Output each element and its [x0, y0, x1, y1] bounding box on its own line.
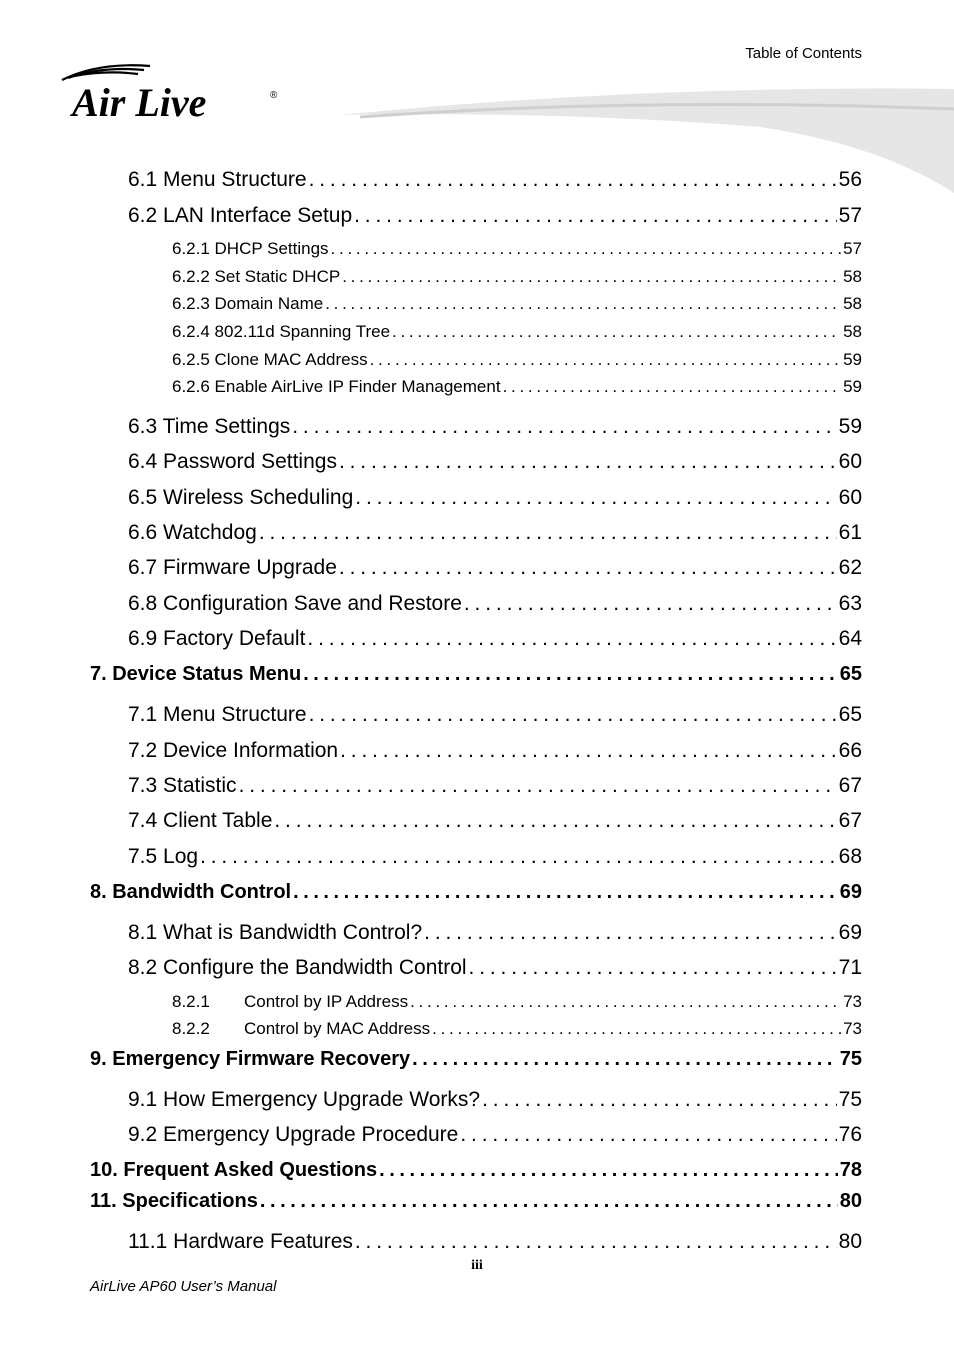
toc-entry[interactable] — [172, 1019, 862, 1039]
toc-chapter[interactable] — [90, 663, 862, 686]
toc-entry-page: 75 — [839, 1048, 862, 1070]
toc-entry-title: 6.2.3 Domain Name — [172, 294, 324, 313]
toc-entry-title: 6.2.4 802.11d Spanning Tree — [172, 322, 391, 341]
toc-entry[interactable] — [172, 239, 862, 259]
toc-chapter[interactable] — [90, 1048, 862, 1071]
toc-entry[interactable] — [128, 415, 862, 439]
toc-entry-title: Control by IP Address — [244, 992, 409, 1011]
toc-entry-title: 11. Specifications — [90, 1190, 258, 1212]
toc-entry-page: 78 — [839, 1159, 862, 1181]
toc-entry[interactable] — [128, 921, 862, 945]
toc-entry-title: 6.2.5 Clone MAC Address — [172, 350, 368, 369]
toc-entry-page: 60 — [838, 486, 862, 509]
toc-entry[interactable] — [128, 486, 862, 510]
toc-entry[interactable] — [128, 204, 862, 228]
toc-entry-page: 61 — [838, 521, 862, 544]
toc-entry[interactable] — [128, 1088, 862, 1112]
toc-entry-title: 7.3 Statistic — [128, 774, 237, 797]
toc-entry-page: 69 — [838, 921, 862, 944]
toc-entry-number: 8.2.2 — [172, 1019, 210, 1038]
toc-entry-title: 9.2 Emergency Upgrade Procedure — [128, 1123, 459, 1146]
toc-entry-page: 75 — [838, 1088, 862, 1111]
toc-entry-page: 76 — [838, 1123, 862, 1146]
toc-entry-title: 6.4 Password Settings — [128, 450, 337, 473]
toc-entry-title: 10. Frequent Asked Questions — [90, 1159, 378, 1181]
toc-entry[interactable] — [128, 450, 862, 474]
manual-title: AirLive AP60 User’s Manual — [90, 1278, 277, 1295]
toc-entry-title: 6.8 Configuration Save and Restore — [128, 592, 462, 615]
toc-chapter[interactable] — [90, 1159, 862, 1182]
toc-entry-title: 7.2 Device Information — [128, 739, 339, 762]
toc-entry-page: 69 — [839, 881, 862, 903]
toc-entry[interactable] — [128, 1123, 862, 1147]
toc-entry-page: 80 — [839, 1190, 862, 1212]
page-header-title: Table of Contents — [745, 45, 862, 62]
toc-entry-page: 59 — [843, 350, 862, 369]
toc-entry-page: 58 — [843, 294, 862, 313]
toc-entry-title: 6.1 Menu Structure — [128, 168, 307, 191]
toc-entry[interactable] — [128, 168, 862, 192]
toc-entry-page: 58 — [843, 267, 862, 286]
toc-chapter[interactable] — [90, 1190, 862, 1213]
toc-entry-title: 6.9 Factory Default — [128, 627, 306, 650]
toc-entry-title: 6.2 LAN Interface Setup — [128, 204, 353, 227]
toc-chapter[interactable] — [90, 881, 862, 904]
toc-entry[interactable] — [128, 1230, 862, 1254]
toc-entry-page: 68 — [838, 845, 862, 868]
toc-entry-page: 56 — [838, 168, 862, 191]
toc-entry-number: 8.2.1 — [172, 992, 210, 1011]
toc-entry-title: 6.5 Wireless Scheduling — [128, 486, 354, 509]
toc-entry-title: 7. Device Status Menu — [90, 663, 302, 685]
toc-entry-page: 64 — [838, 627, 862, 650]
toc-entry[interactable] — [172, 294, 862, 314]
toc-entry-page: 65 — [838, 703, 862, 726]
logo-registered: ® — [270, 90, 278, 101]
toc-entry-page: 66 — [838, 739, 862, 762]
toc-entry-title: 9. Emergency Firmware Recovery — [90, 1048, 411, 1070]
toc-entry-page: 71 — [838, 956, 862, 979]
toc-entry-title: 6.7 Firmware Upgrade — [128, 556, 337, 579]
toc-entry[interactable] — [128, 774, 862, 798]
toc-entry-page: 62 — [838, 556, 862, 579]
toc-entry[interactable] — [172, 377, 862, 397]
toc-entry-title: 9.1 How Emergency Upgrade Works? — [128, 1088, 481, 1111]
toc-entry[interactable] — [172, 350, 862, 370]
toc-entry-page: 63 — [838, 592, 862, 615]
toc-entry-title: 8.2 Configure the Bandwidth Control — [128, 956, 467, 979]
toc-entry-title: 6.3 Time Settings — [128, 415, 291, 438]
toc-entry-page: 67 — [838, 774, 862, 797]
toc-entry-page: 57 — [838, 204, 862, 227]
toc-entry[interactable] — [128, 809, 862, 833]
toc-entry-title: 8. Bandwidth Control — [90, 881, 292, 903]
toc-entry-page: 58 — [843, 322, 862, 341]
toc-entry-title: 7.5 Log — [128, 845, 199, 868]
toc-entry-page: 73 — [843, 1019, 862, 1038]
toc-entry[interactable] — [128, 627, 862, 651]
toc-entry-title: 8.1 What is Bandwidth Control? — [128, 921, 423, 944]
toc-entry-title: 6.2.6 Enable AirLive IP Finder Management — [172, 377, 501, 396]
toc-entry[interactable] — [172, 992, 862, 1012]
toc-entry-page: 65 — [839, 663, 862, 685]
toc-entry-page: 80 — [838, 1230, 862, 1253]
toc-entry-page: 59 — [843, 377, 862, 396]
toc-entry-page: 57 — [843, 239, 862, 258]
toc-entry-title: 6.6 Watchdog — [128, 521, 257, 544]
toc-entry-title: 6.2.2 Set Static DHCP — [172, 267, 341, 286]
toc-entry[interactable] — [128, 845, 862, 869]
toc-entry-title: 6.2.1 DHCP Settings — [172, 239, 329, 258]
toc-entry-title: 7.4 Client Table — [128, 809, 273, 832]
toc-entry[interactable] — [172, 267, 862, 287]
toc-entry[interactable] — [128, 556, 862, 580]
toc-entry[interactable] — [172, 322, 862, 342]
toc-entry-title: 7.1 Menu Structure — [128, 703, 307, 726]
toc-entry[interactable] — [128, 592, 862, 616]
toc-entry[interactable] — [128, 703, 862, 727]
toc-entry[interactable] — [128, 739, 862, 763]
logo-text: Air Live — [72, 80, 207, 125]
toc-entry-title: 11.1 Hardware Features — [128, 1230, 353, 1253]
toc-entry-page: 73 — [843, 992, 862, 1011]
toc-entry[interactable] — [128, 521, 862, 545]
toc-entry-page: 67 — [838, 809, 862, 832]
toc-entry-page: 60 — [838, 450, 862, 473]
toc-entry[interactable] — [128, 956, 862, 980]
page-number: iii — [471, 1258, 483, 1273]
toc-entry-page: 59 — [838, 415, 862, 438]
toc-entry-title: Control by MAC Address — [244, 1019, 431, 1038]
